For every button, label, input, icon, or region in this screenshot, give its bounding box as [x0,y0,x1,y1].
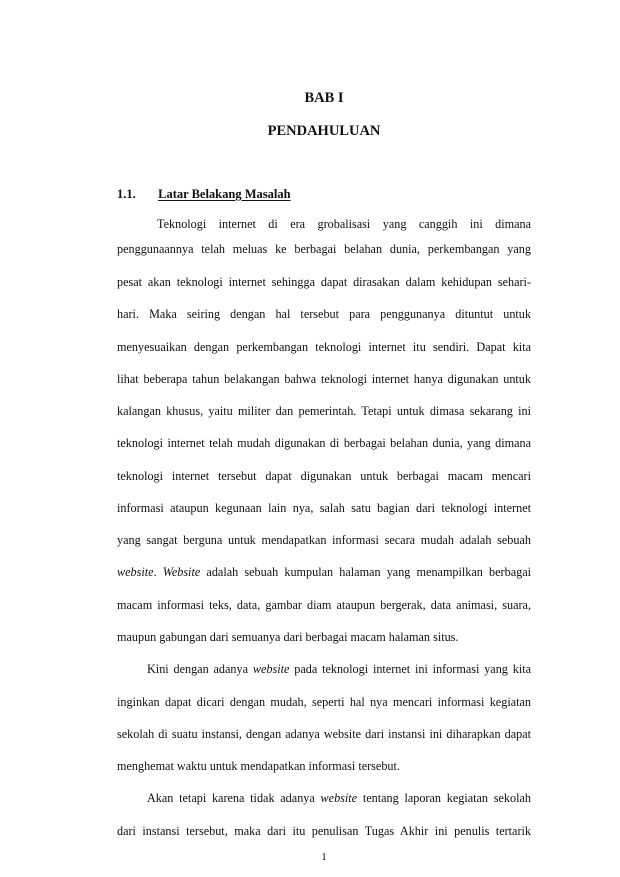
page-number: 1 [321,851,327,863]
text-line: informasi ataupun kegunaan lain nya, salah satu bagian dari teknologi internet [117,501,531,515]
text-line: menghemat waktu untuk mendapatkan informasi tersebut. [117,759,400,773]
text-line: menyesuaikan dengan perkembangan teknologi internet itu sendiri. Dapat kita [117,340,531,354]
text-line: penggunaannya telah meluas ke berbagai belahan dunia, perkembangan yang [117,242,531,256]
website-term: website [117,565,154,579]
chapter-title: PENDAHULUAN [267,123,381,139]
text-span: adalah sebuah kumpulan halaman yang menampilkan berbagai [200,565,532,579]
section-number: 1.1. [117,187,136,201]
text-span: pada teknologi internet ini informasi yang kita [289,662,532,676]
website-term: website [320,791,358,805]
section-title: Latar Belakang Masalah [158,187,291,201]
text-span: Kini dengan adanya [147,662,253,676]
text-line: inginkan dapat dicari dengan mudah, seperti hal nya mencari informasi kegiatan [117,695,531,709]
text-line: macam informasi teks, data, gambar diam ataupun bergerak, data animasi, suara, [117,598,531,612]
text-line: maupun gabungan dari semuanya dari berbagai macam halaman situs. [117,630,459,644]
text-line: dari instansi tersebut, maka dari itu penulisan Tugas Akhir ini penulis tertarik [117,824,531,838]
text-line: Teknologi internet di era grobalisasi yang canggih ini dimana [157,217,531,231]
text-line: sekolah di suatu instansi, dengan adanya website dari instansi ini diharapkan dapat [117,727,531,741]
text-span: tentang laporan kegiatan sekolah [357,791,531,805]
text-line: kalangan khusus, yaitu militer dan pemerintah. Tetapi untuk dimasa sekarang ini [117,404,531,418]
text-line: yang sangat berguna untuk mendapatkan informasi secara mudah adalah sebuah [117,533,531,547]
text-line: lihat beberapa tahun belakangan bahwa teknologi internet hanya digunakan untuk [117,372,531,386]
text-line [117,566,531,578]
text-span: Akan tetapi karena tidak adanya [147,791,321,805]
website-term: website [252,662,290,676]
text-line: pesat akan teknologi internet sehingga dapat dirasakan dalam kehidupan sehari- [117,275,531,289]
chapter-number: BAB I [304,90,344,106]
website-term: Website [162,565,201,579]
section-heading [117,187,291,202]
text-line: teknologi internet tersebut dapat digunakan untuk berbagai macam mencari [117,469,531,483]
text-span: . [153,565,163,579]
text-line: hari. Maka seiring dengan hal tersebut para penggunanya dituntut untuk [117,307,531,321]
text-line: teknologi internet telah mudah digunakan di berbagai belahan dunia, yang dimana [117,436,531,450]
text-line [117,792,531,804]
text-line [117,663,531,675]
